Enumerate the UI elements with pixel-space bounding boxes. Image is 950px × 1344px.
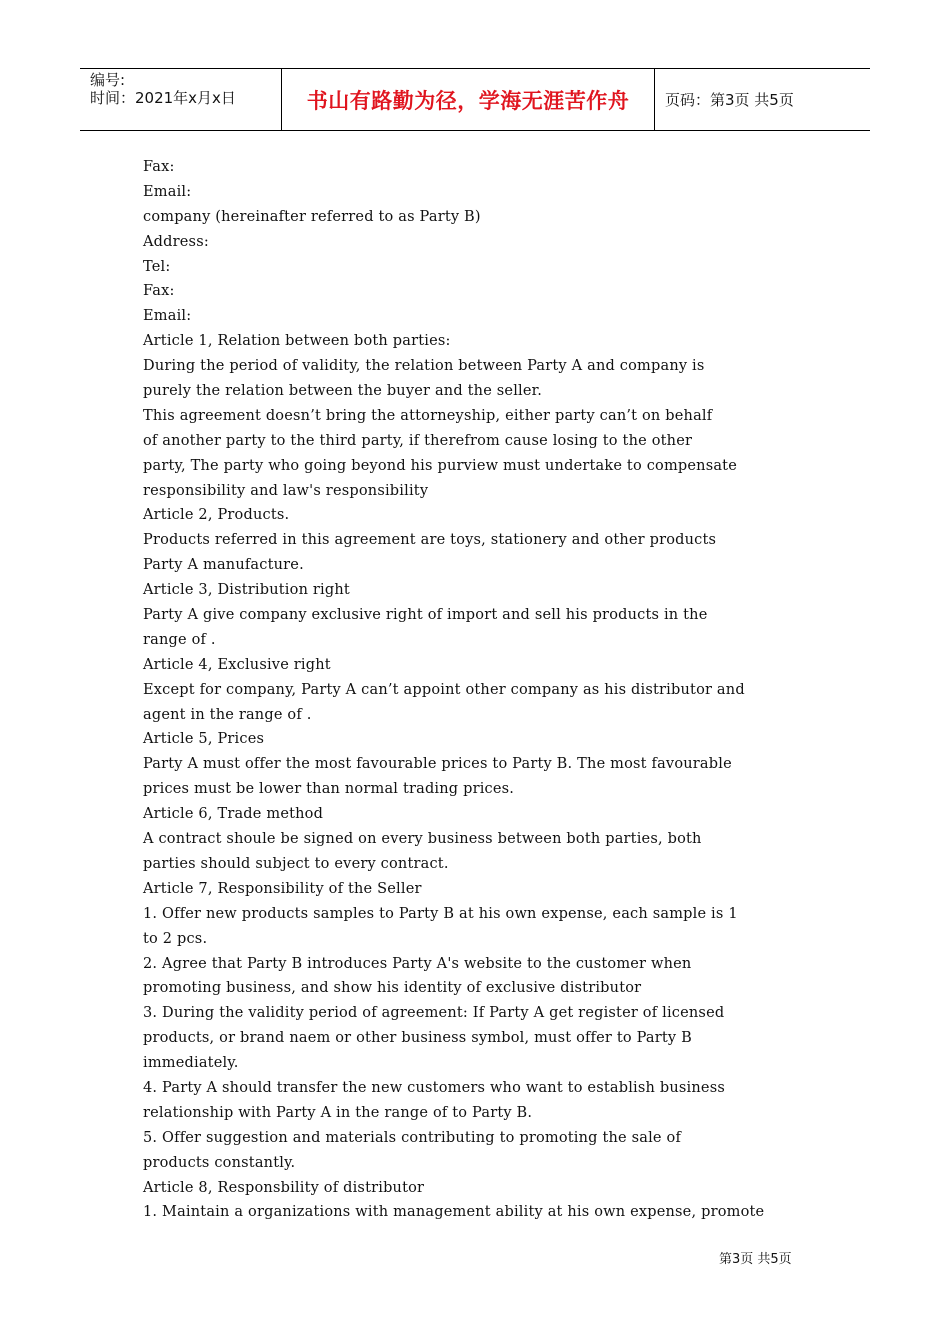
- text-line: prices must be lower than normal trading prices.: [143, 781, 515, 798]
- text-line: 3. During the validity period of agreement: If Party A get register of licensed: [143, 1005, 725, 1022]
- text-line: A contract shoule be signed on every business between both parties, both: [143, 831, 702, 848]
- text-line: Article 6, Trade method: [143, 806, 324, 823]
- text-line: Article 3, Distribution right: [143, 582, 350, 599]
- text-line: Party A give company exclusive right of import and sell his products in the: [143, 607, 708, 624]
- header-meta: [80, 69, 282, 130]
- text-line: agent in the range of .: [143, 706, 312, 723]
- text-line: promoting business, and show his identity of exclusive distributor: [143, 980, 642, 997]
- document-number-label: 编号:: [90, 71, 126, 89]
- text-line: 2. Agree that Party B introduces Party A's website to the customer when: [143, 955, 692, 972]
- header-page-cell: [655, 69, 870, 130]
- text-line: party, The party who going beyond his purview must undertake to compensate: [143, 457, 737, 474]
- page-header: [80, 68, 870, 131]
- text-line: Article 1, Relation between both parties:: [143, 333, 451, 350]
- text-line: immediately.: [143, 1055, 239, 1072]
- text-line: This agreement doesn’t bring the attorneyship, either party can’t on behalf: [143, 407, 713, 424]
- text-line: Email:: [143, 183, 192, 200]
- document-time-label: 时间：2021年x月x日: [90, 89, 236, 107]
- text-line: products, or brand naem or other business symbol, must offer to Party B: [143, 1030, 692, 1047]
- text-line: 5. Offer suggestion and materials contributing to promoting the sale of: [143, 1129, 682, 1146]
- text-line: Party A manufacture.: [143, 557, 304, 574]
- text-line: Except for company, Party A can’t appoint other company as his distributor and: [143, 681, 745, 698]
- text-line: Tel:: [143, 258, 171, 275]
- text-line: Address:: [143, 233, 209, 250]
- text-line: Article 2, Products.: [143, 507, 290, 524]
- text-line: Party A must offer the most favourable prices to Party B. The most favourable: [143, 756, 732, 773]
- text-line: Article 8, Responsbility of distributor: [143, 1179, 425, 1196]
- text-line: purely the relation between the buyer and the seller.: [143, 383, 543, 400]
- text-line: Products referred in this agreement are toys, stationery and other products: [143, 532, 717, 549]
- text-line: During the period of validity, the relation between Party A and company is: [143, 358, 705, 375]
- text-line: products constantly.: [143, 1154, 296, 1171]
- document-body: [143, 155, 823, 1225]
- text-line: parties should subject to every contract.: [143, 855, 449, 872]
- page-footer: 第3页 共5页: [719, 1252, 792, 1267]
- text-line: 1. Offer new products samples to Party B at his own expense, each sample is 1: [143, 905, 738, 922]
- text-line: Fax:: [143, 159, 175, 175]
- text-line: relationship with Party A in the range of to Party B.: [143, 1104, 533, 1121]
- text-line: Article 7, Responsibility of the Seller: [143, 880, 422, 897]
- text-line: Fax:: [143, 283, 175, 300]
- text-line: to 2 pcs.: [143, 930, 208, 947]
- text-line: range of .: [143, 631, 216, 648]
- header-motto: 书山有路勤为径，学海无涯苦作舟: [306, 88, 630, 113]
- text-line: 4. Party A should transfer the new customers who want to establish business: [143, 1079, 725, 1096]
- text-line: company (hereinafter referred to as Party B): [143, 208, 481, 225]
- header-motto-cell: [282, 69, 655, 130]
- text-line: 1. Maintain a organizations with management ability at his own expense, promote: [143, 1204, 765, 1221]
- header-page-number: 页码：第3页 共5页: [665, 91, 794, 109]
- text-line: of another party to the third party, if therefrom cause losing to the other: [143, 432, 693, 449]
- text-line: Email:: [143, 308, 192, 325]
- text-line: Article 4, Exclusive right: [143, 656, 331, 673]
- text-line: Article 5, Prices: [143, 731, 265, 748]
- text-line: responsibility and law's responsibility: [143, 482, 429, 499]
